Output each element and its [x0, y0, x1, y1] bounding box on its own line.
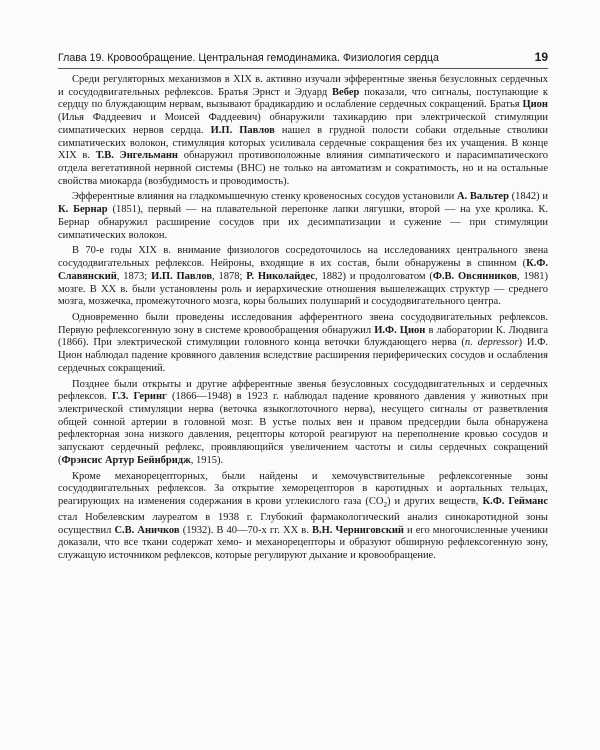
text-run: в лаборатории К. Людвига (1866). При электрической стимуляции головного конца веточки блуждающего нерва (	[58, 324, 548, 349]
text-run: (1851), первый — на плавательной перепонке лапки лягушки, второй — на ухе кролика. К. Бернар обнаружил расширение сосудов при их десимпатизации и сужение — при стимуляции симпатических волокон.	[58, 204, 548, 241]
text-run: обнаружил противоположные влияния симпатического и парасимпатического отдела вегетативной нервной системы (ВНС) не только на автоматизм и сократимость, но и на остальные свойства миокарда (возбудимость и проводимость).	[58, 150, 548, 187]
person-name: В.Н. Черниговский	[311, 524, 404, 536]
text-run: , 1915).	[190, 454, 224, 466]
header-rule	[58, 68, 548, 69]
text-run: нашел в грудной полости собаки отдельные стволики симпатических волокон, стимуляция которых усиливала сердечные сокращения без их учащения. В конце XIX в.	[58, 124, 549, 162]
page-number: 19	[534, 50, 548, 64]
text-run: Позднее были открыты и другие афферентные звенья безусловных сосудодвигательных и сердечных рефлексов.	[58, 378, 548, 403]
person-name: Ф.В. Овсянников	[432, 270, 518, 282]
person-name: С.В. Аничков	[114, 524, 180, 536]
text-run: стал Нобелевским лауреатом в 1938 г. Глубокий фармакологический анализ синокаротидной зоны осуществил	[58, 511, 548, 536]
person-name: Цион	[522, 99, 548, 111]
person-name: К.Ф. Гейманс	[482, 496, 549, 507]
paragraph	[58, 312, 548, 376]
person-name: А. Вальтер	[456, 191, 509, 203]
latin-term: n. depressor	[464, 337, 519, 349]
text-run: и его многочисленные ученики доказали, что все ткани содержат хемо- и механорецепторы и образуют обширную рефлексогенную зону, служащую источником рефлексов, которые регулируют дыхание и кровообращение.	[58, 524, 549, 561]
person-name: Фрэнсис Артур Бейнбридж	[61, 454, 191, 466]
text-run: , 1981) мозге. В XX в. были установлены роль и иерархические отношения вышележащих структур — среднего мозга, мозжечка, промежуточного мозга, коры больших полушарий и сосудодвигательного центра.	[58, 270, 549, 308]
text-run: Среди регуляторных механизмов в XIX в. активно изучали эфферентные звенья безусловных сердечных и сосудодвигательных рефлексов. Братья Эрнст и Эдуард	[58, 74, 548, 98]
text-run: (1932). В 40—70-х гг. XX в.	[179, 524, 312, 536]
running-title: Глава 19. Кровообращение. Центральная гемодинамика. Физиология сердца	[58, 52, 439, 64]
text-run: Эфферентные влияния на гладкомышечную стенку кровеносных сосудов установили	[72, 191, 457, 203]
text-run: , 1882) и продолговатом (	[315, 270, 433, 282]
text-run: В 70-е годы XIX в. внимание физиологов сосредоточилось на исследованиях центрального звена сосудодвигательных рефлексов. Нейроны, входящие в их состав, были обнаружены в спинном (	[58, 245, 548, 270]
text-run: (1866—1948) в 1923 г. наблюдал падение кровяного давления у животных при электрической стимуляции нерва (веточка языкоглоточного нерва), несущего сигналы от разветвления общей сонной артерии в головной мозг. В устье полых вен и правом предсердии была обнаружена рефлекторная зона низкого давления, рецепторы которой реагируют на переполнение кровью сосудов и запускают сердечный рефлекс, проявляющийся увеличением частоты и силы сердечных сокращений (	[58, 391, 548, 466]
text-run: Одновременно были проведены исследования афферентного звена сосудодвигательных рефлексов. Первую рефлексогенную зону в системе кровообращения обнаружил	[58, 311, 548, 336]
person-name: Т.В. Энгельманн	[95, 150, 178, 162]
text-run: показали, что сигналы, поступающие к сердцу по блуждающим нервам, вызывают брадикардию и ослабление сердечных сокращений. Братья	[58, 86, 549, 111]
paragraph	[58, 74, 548, 188]
person-name: И.П. Павлов	[151, 270, 213, 282]
person-name: Р. Николайдес	[246, 270, 316, 282]
text-run: Кроме механорецепторных, были найдены и хемочувствительные рефлексогенные зоны сосудодвигательных рефлексов. За открытие хеморецепторов в каротидных и аортальных тельцах, реагирующих на изменения содержания в крови углекислого газа (СО	[58, 470, 548, 507]
text-run: ) И.Ф. Цион наблюдал падение кровяного давления вследствие расширения периферических сосудов и ослабления сердечных сокращений.	[58, 337, 549, 374]
text-run: (Илья Фаддеевич и Моисей Фаддеевич) обнаружили тахикардию при электрической стимуляции симпатических нервов сердца.	[58, 112, 548, 136]
paragraph	[58, 191, 548, 242]
text-run: ) и других веществ,	[386, 496, 483, 507]
person-name: К.Ф. Славянский	[58, 258, 548, 282]
paragraph	[58, 245, 548, 309]
paragraph	[58, 379, 548, 468]
body-text	[58, 74, 548, 563]
text-run: 2	[383, 501, 387, 510]
text-run: , 1878;	[212, 270, 247, 282]
person-name: И.Ф. Цион	[374, 324, 426, 336]
running-header	[58, 51, 548, 65]
person-name: Вебер	[332, 86, 360, 98]
person-name: К. Бернар	[58, 204, 108, 216]
person-name: И.П. Павлов	[210, 124, 275, 136]
text-run: (1842) и	[508, 191, 548, 203]
text-run: , 1873;	[116, 270, 152, 282]
paragraph	[58, 471, 548, 563]
person-name: Г.З. Геринг	[112, 391, 167, 403]
